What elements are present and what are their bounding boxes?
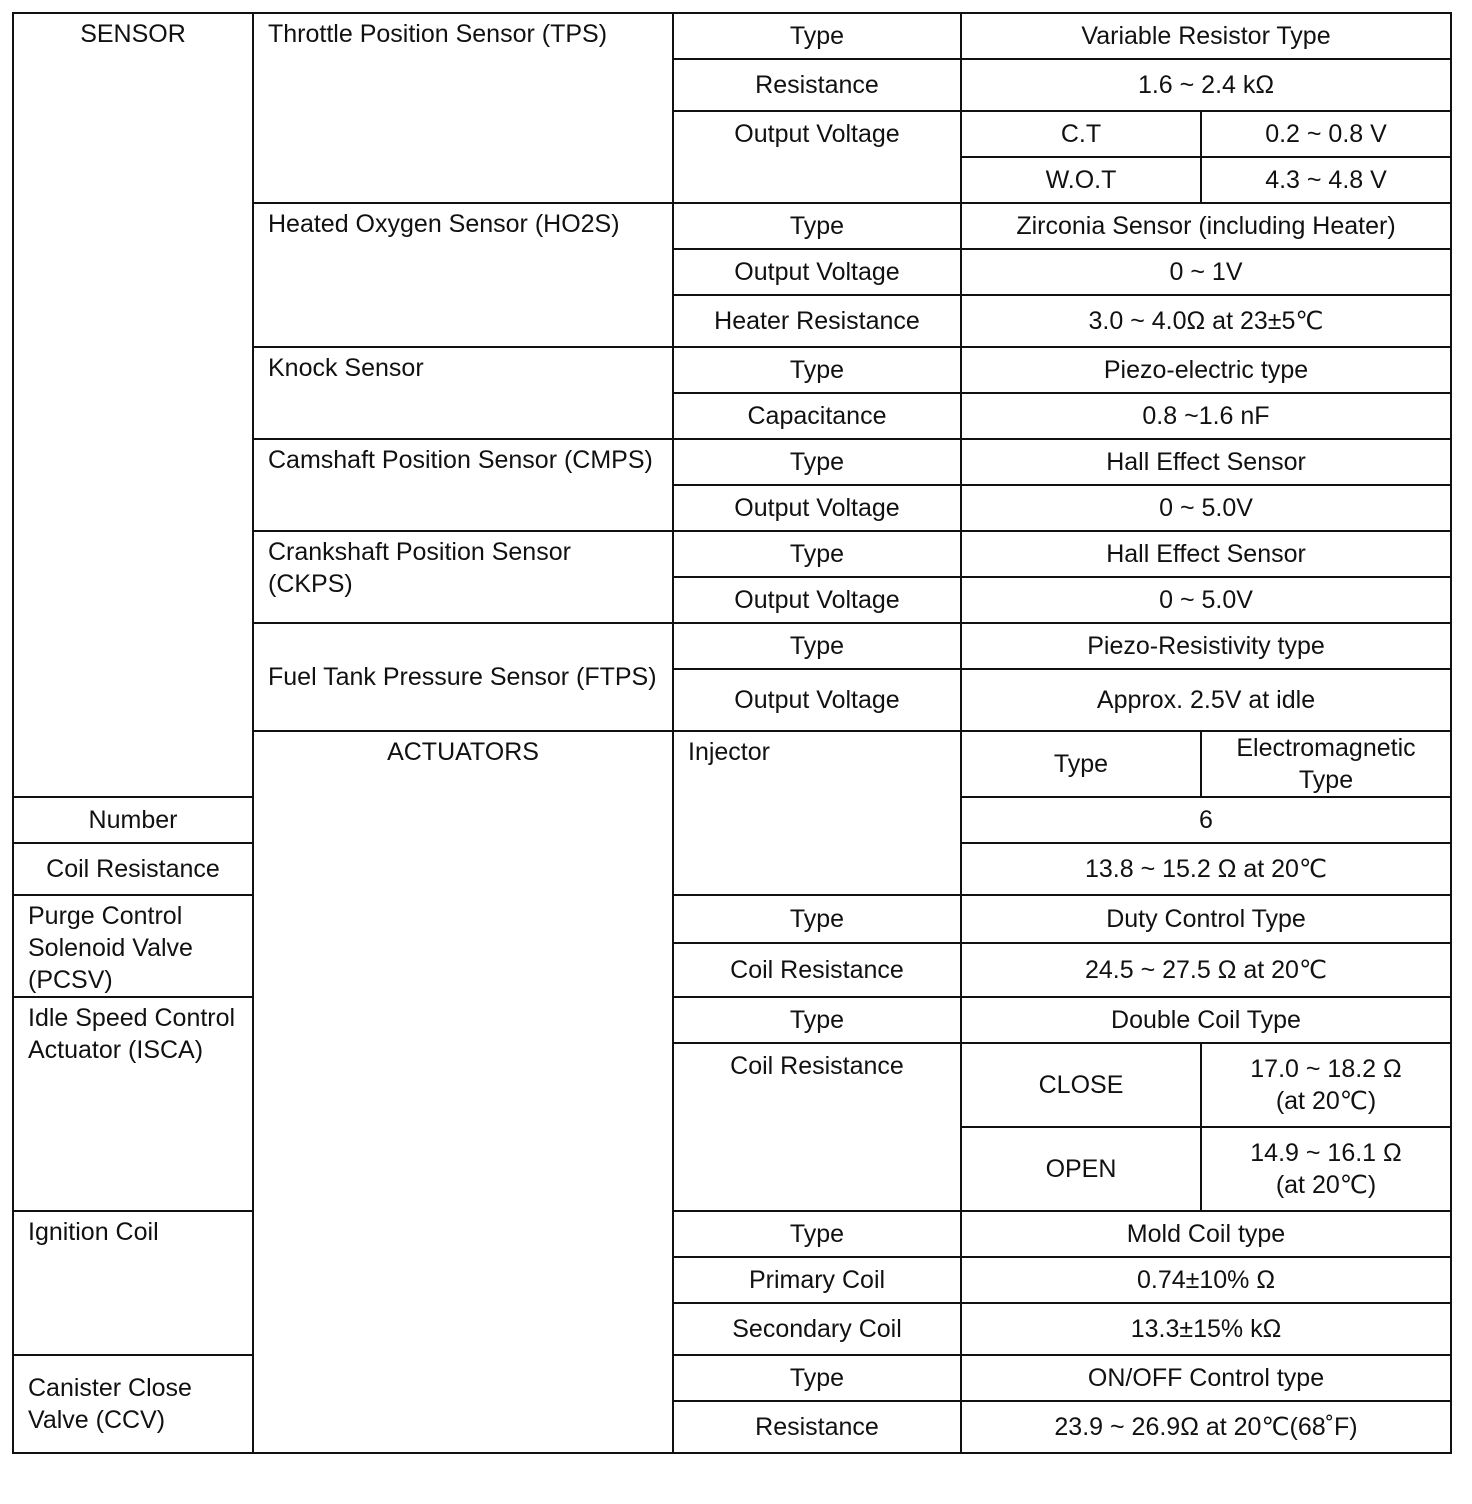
param-value: Double Coil Type	[961, 997, 1451, 1043]
param-label: Heater Resistance	[673, 295, 961, 347]
param-value: Piezo-electric type	[961, 347, 1451, 393]
component-ignition-coil: Ignition Coil	[13, 1211, 253, 1355]
component-knock-sensor: Knock Sensor	[253, 347, 673, 439]
param-value: ON/OFF Control type	[961, 1355, 1451, 1401]
component-tps: Throttle Position Sensor (TPS)	[253, 13, 673, 203]
param-value: 3.0 ~ 4.0Ω at 23±5℃	[961, 295, 1451, 347]
component-injector: Injector	[673, 731, 961, 895]
param-label: Coil Resistance	[673, 943, 961, 997]
param-value	[1201, 1127, 1451, 1211]
component-ckps: Crankshaft Position Sensor (CKPS)	[253, 531, 673, 623]
component-ftps: Fuel Tank Pressure Sensor (FTPS)	[253, 623, 673, 731]
condition-label: CLOSE	[961, 1043, 1201, 1127]
param-value: 0.74±10% Ω	[961, 1257, 1451, 1303]
category-actuators: ACTUATORS	[253, 731, 673, 1453]
condition-label: W.O.T	[961, 157, 1201, 203]
component-cmps: Camshaft Position Sensor (CMPS)	[253, 439, 673, 531]
condition-label: C.T	[961, 111, 1201, 157]
param-value: 6	[961, 797, 1451, 843]
param-label: Number	[13, 797, 253, 843]
param-label: Type	[673, 439, 961, 485]
param-value: 0 ~ 5.0V	[961, 577, 1451, 623]
param-label: Coil Resistance	[673, 1043, 961, 1211]
open-resistance: 14.9 ~ 16.1 Ω	[1250, 1139, 1402, 1167]
param-label: Type	[673, 347, 961, 393]
param-label: Output Voltage	[673, 669, 961, 731]
param-value: 0.8 ~1.6 nF	[961, 393, 1451, 439]
component-ho2s: Heated Oxygen Sensor (HO2S)	[253, 203, 673, 347]
param-label: Output Voltage	[673, 249, 961, 295]
close-resistance: 17.0 ~ 18.2 Ω	[1250, 1055, 1402, 1083]
component-isca: Idle Speed Control Actuator (ISCA)	[13, 997, 253, 1211]
param-value: Piezo-Resistivity type	[961, 623, 1451, 669]
close-condition: (at 20℃)	[1275, 1087, 1377, 1115]
table-row	[13, 997, 1451, 1043]
param-value: Zirconia Sensor (including Heater)	[961, 203, 1451, 249]
category-sensor: SENSOR	[13, 13, 253, 797]
param-label: Resistance	[673, 59, 961, 111]
param-label: Type	[673, 13, 961, 59]
param-label: Type	[673, 203, 961, 249]
param-label: Type	[673, 531, 961, 577]
param-value: 4.3 ~ 4.8 V	[1201, 157, 1451, 203]
param-value: 0 ~ 5.0V	[961, 485, 1451, 531]
param-value: 13.8 ~ 15.2 Ω at 20℃	[961, 843, 1451, 895]
param-label: Type	[673, 623, 961, 669]
open-condition: (at 20℃)	[1275, 1171, 1377, 1199]
param-value: 1.6 ~ 2.4 kΩ	[961, 59, 1451, 111]
param-label: Resistance	[673, 1401, 961, 1453]
param-label: Secondary Coil	[673, 1303, 961, 1355]
spec-table	[12, 12, 1452, 1454]
param-value: Variable Resistor Type	[961, 13, 1451, 59]
param-value	[1201, 1043, 1451, 1127]
param-label: Primary Coil	[673, 1257, 961, 1303]
param-value: 0.2 ~ 0.8 V	[1201, 111, 1451, 157]
param-value: 24.5 ~ 27.5 Ω at 20℃	[961, 943, 1451, 997]
param-value: 0 ~ 1V	[961, 249, 1451, 295]
param-label: Type	[961, 731, 1201, 797]
param-value: Duty Control Type	[961, 895, 1451, 943]
param-label: Capacitance	[673, 393, 961, 439]
table-row	[13, 1355, 1451, 1401]
param-value: 13.3±15% kΩ	[961, 1303, 1451, 1355]
param-value: Mold Coil type	[961, 1211, 1451, 1257]
param-label: Type	[673, 1355, 961, 1401]
param-value: Electromagnetic Type	[1201, 731, 1451, 797]
table-row	[13, 13, 1451, 59]
table-row	[13, 1211, 1451, 1257]
param-label: Type	[673, 1211, 961, 1257]
param-label: Output Voltage	[673, 111, 961, 203]
component-ccv: Canister Close Valve (CCV)	[13, 1355, 253, 1453]
condition-label: OPEN	[961, 1127, 1201, 1211]
param-label: Output Voltage	[673, 485, 961, 531]
table-row	[13, 895, 1451, 943]
param-value: 23.9 ~ 26.9Ω at 20℃(68˚F)	[961, 1401, 1451, 1453]
param-value: Hall Effect Sensor	[961, 531, 1451, 577]
param-value: Approx. 2.5V at idle	[961, 669, 1451, 731]
component-pcsv: Purge Control Solenoid Valve (PCSV)	[13, 895, 253, 997]
param-value: Hall Effect Sensor	[961, 439, 1451, 485]
param-label: Coil Resistance	[13, 843, 253, 895]
param-label: Type	[673, 895, 961, 943]
param-label: Type	[673, 997, 961, 1043]
param-label: Output Voltage	[673, 577, 961, 623]
